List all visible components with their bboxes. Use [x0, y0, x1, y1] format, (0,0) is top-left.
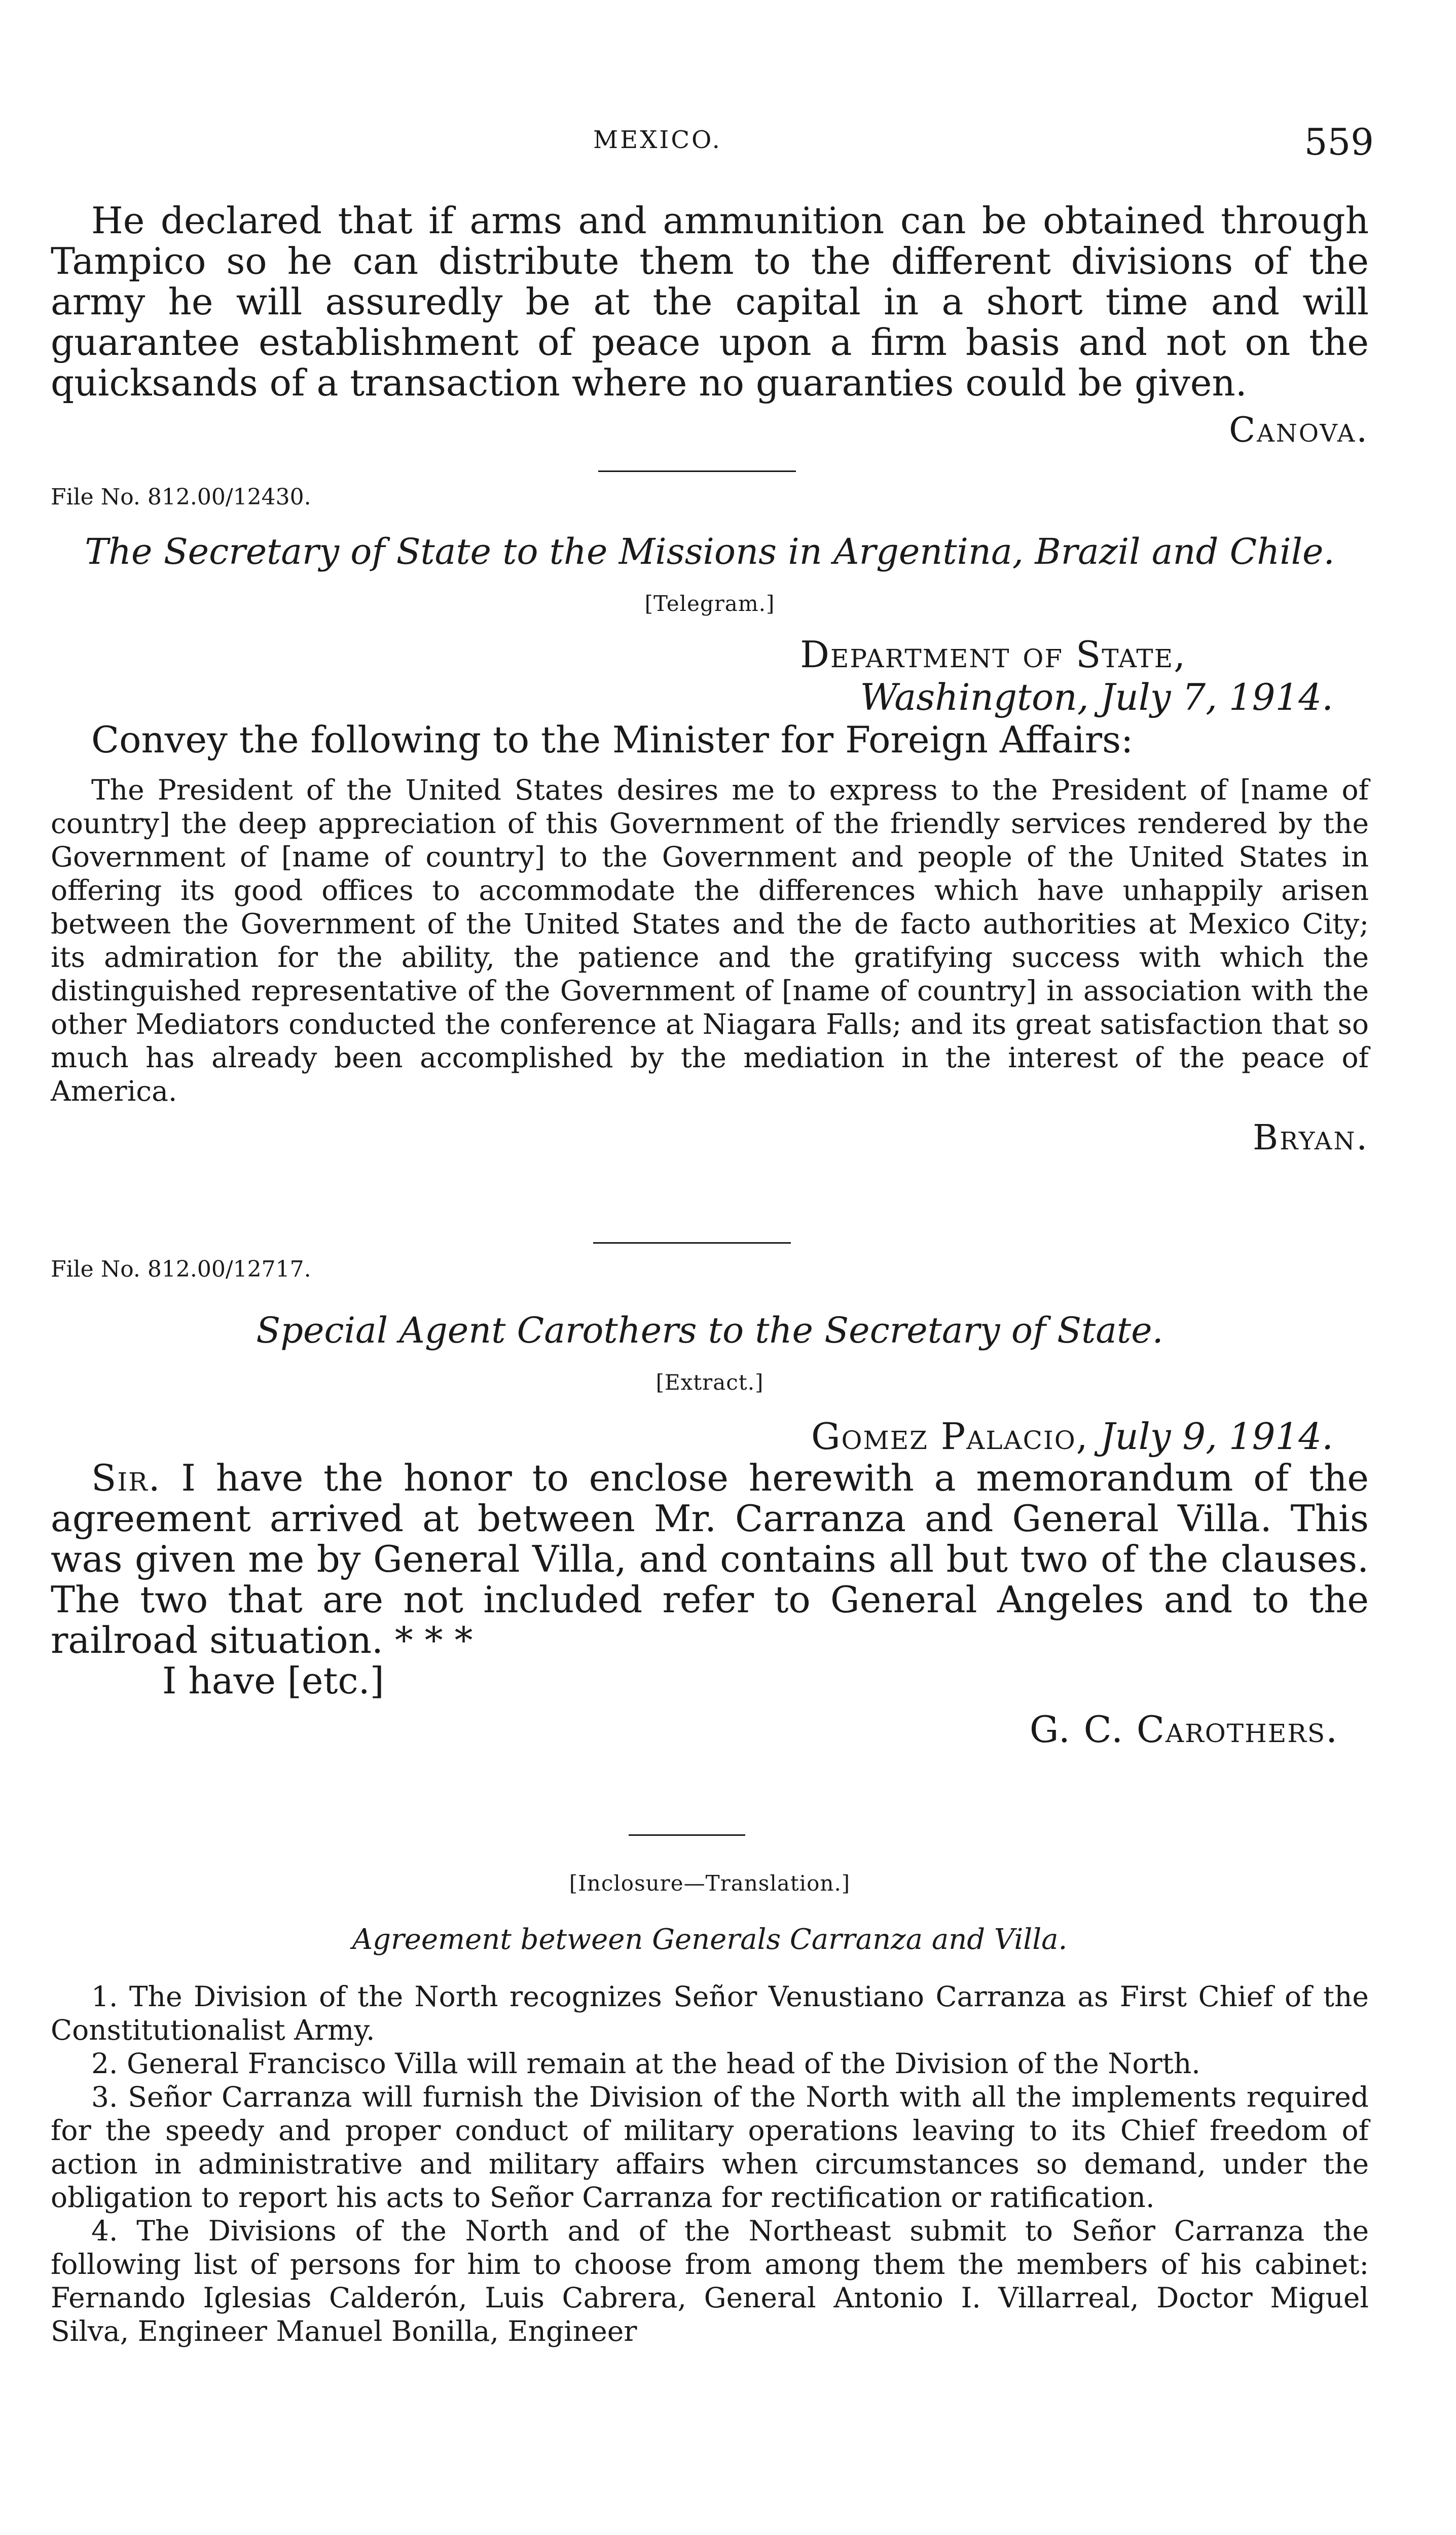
file-number: File No. 812.00/12430. — [51, 484, 311, 510]
file-number: File No. 812.00/12717. — [51, 1256, 311, 1282]
running-head — [56, 121, 1374, 166]
running-head-title: MEXICO. — [593, 126, 722, 154]
canova-paragraph: He declared that if arms and ammunition can be obtained through Tampico so he can distribute them to the different divisions of the army he will assuredly be at the capital in a short time and will guarantee establishment of peace upon a firm basis and not on the quicksands of a transaction where no guaranties could be given. — [51, 199, 1369, 404]
agreement-heading: Agreement between Generals Carranza and Villa. — [352, 1923, 1068, 1956]
carothers-signature: G. C. Carothers. — [1029, 1708, 1338, 1751]
bryan-telegram — [51, 484, 1369, 1158]
document-type-label: [Extract.] — [656, 1370, 764, 1395]
inclosure — [51, 1871, 1369, 2348]
section-divider — [593, 1242, 791, 1244]
canova-letter — [51, 200, 1369, 450]
telegram-message: The President of the United States desires me to express to the President of [name of country] the deep appreciation of this Government of the friendly services rendered by the Government of [name of country] to the Government and people of the United States in offering its good offices to accommodate the differences which have unhappily arisen between the Government of the United States and the de facto authorities at Mexico City; its admiration for the ability, the patience and the gratifying success with which the distinguished representative of the Government of [name of country] in association with the other Mediators conducted the conference at Niagara Falls; and its great satisfaction that so much has already been accomplished by the mediation in the interest of the peace of America. — [51, 774, 1369, 1107]
letter-paragraph — [51, 1458, 1369, 1660]
letter-heading: Special Agent Carothers to the Secretary of State. — [256, 1310, 1163, 1351]
letter-body: I have the honor to enclose herewith a memorandum of the agreement arrived at between Mr. Carranza and General Villa. This was given me by General Villa, and contains all but two of the clauses. The two that are not included refer to General Angeles and to the railroad situation. * * * — [51, 1457, 1369, 1661]
agreement-items — [51, 1980, 1369, 2348]
bryan-signature: Bryan. — [1253, 1118, 1369, 1158]
telegram-heading: The Secretary of State to the Missions in Argentina, Brazil and Chile. — [85, 531, 1335, 572]
dateline-date: July 9, 1914. — [1100, 1415, 1333, 1458]
agreement-item: 3. Señor Carranza will furnish the Division of the North with all the implements required for the speedy and proper conduct of military operations leaving to its Chief freedom of action in administrative and military affairs when circumstances so demand, under the obligation to report his acts to Señor Carranza for rectification or ratification. — [51, 2081, 1369, 2214]
dateline-place-date: Washington, July 7, 1914. — [860, 676, 1333, 718]
letter-closing: I have [etc.] — [162, 1659, 384, 1702]
carothers-letter — [51, 1256, 1369, 1751]
salutation: Sir. — [91, 1457, 161, 1499]
document-type-label: [Telegram.] — [644, 591, 775, 616]
page-number: 559 — [1304, 121, 1374, 163]
dateline-office: Department of State, — [800, 633, 1186, 676]
inclosure-label: [Inclosure—Translation.] — [569, 1871, 851, 1896]
dateline — [51, 1415, 1369, 1458]
agreement-item: 1. The Division of the North recognizes Señor Venustiano Carranza as First Chief of the Constitutionalist Army. — [51, 1980, 1369, 2046]
section-divider — [598, 470, 796, 472]
agreement-item: 2. General Francisco Villa will remain at the head of the Division of the North. — [91, 2047, 1200, 2080]
agreement-item: 4. The Divisions of the North and of the Northeast submit to Señor Carranza the following list of persons for him to choose from among them the members of his cabinet: Fernando Iglesias Calderón, Luis Cabrera, General Antonio I. Villarreal, Doctor Miguel Silva, Engineer Manuel Bonilla, Engineer — [51, 2215, 1369, 2347]
section-divider — [629, 1834, 745, 1836]
telegram-intro: Convey the following to the Minister for Foreign Affairs: — [91, 718, 1134, 761]
dateline-place: Gomez Palacio, — [811, 1415, 1089, 1458]
canova-signature: Canova. — [1229, 410, 1369, 450]
